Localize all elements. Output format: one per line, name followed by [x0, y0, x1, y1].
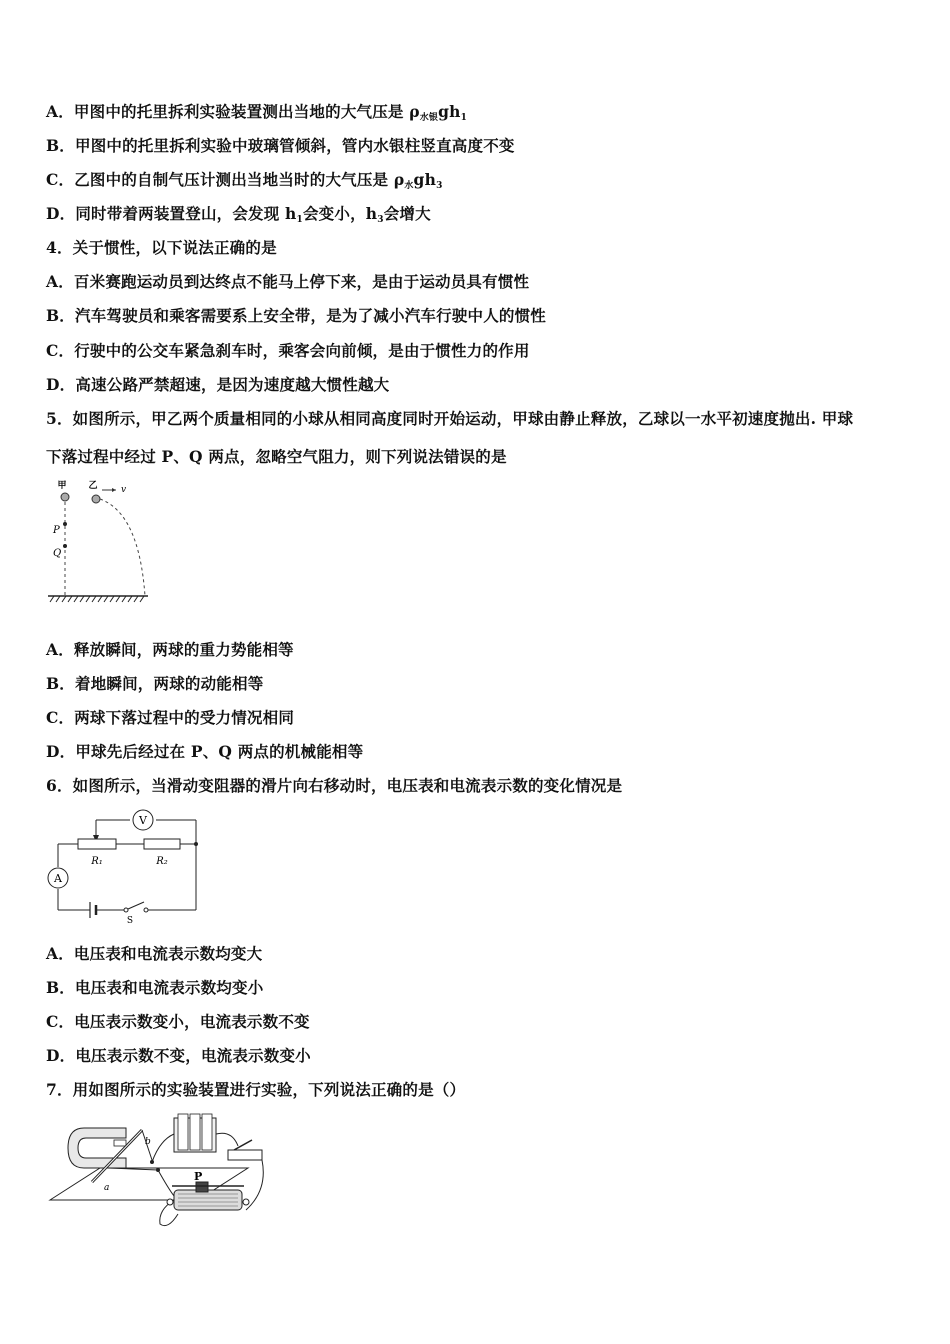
- r1-label: R₁: [91, 856, 103, 867]
- q4-stem: 4．关于惯性，以下说法正确的是: [46, 238, 277, 257]
- q4-option-d: D．高速公路严禁超速，是因为速度越大惯性越大: [46, 375, 390, 394]
- label-b: b: [145, 1137, 151, 1147]
- q7-stem: 7．用如图所示的实验装置进行实验，下列说法正确的是（）: [46, 1080, 466, 1099]
- q3-option-d: D．同时带着两装置登山，会发现 $h_1$会变小，$h_3$会增大: [46, 204, 431, 225]
- voltmeter-label: V: [139, 814, 147, 827]
- q4-option-c: C．行驶中的公交车紧急刹车时，乘客会向前倾，是由于惯性力的作用: [46, 341, 530, 360]
- q5-stem-line2: 下落过程中经过 P、Q 两点，忽略空气阻力，则下列说法错误的是: [46, 447, 507, 466]
- magnet-icon: [68, 1128, 126, 1168]
- q4-option-b: B．汽车驾驶员和乘客需要系上安全带，是为了减小汽车行驶中人的惯性: [46, 306, 547, 325]
- q6-option-b: B．电压表和电流表示数均变小: [46, 978, 264, 997]
- q5-option-a: A．释放瞬间，两球的重力势能相等: [46, 640, 294, 659]
- q6-figure-circuit: [44, 806, 204, 924]
- switch-label: S: [126, 916, 134, 924]
- ammeter-label: A: [54, 872, 62, 885]
- fig-label-v: v: [121, 485, 127, 495]
- q7-figure-apparatus: [48, 1110, 270, 1232]
- label-a: a: [104, 1183, 110, 1193]
- q5-option-b: B．着地瞬间，两球的动能相等: [46, 674, 264, 693]
- fig-label-p: P: [53, 525, 60, 536]
- fig-label-yi: 乙: [88, 481, 98, 491]
- q3-option-b: B．甲图中的托里拆利实验中玻璃管倾斜，管内水银柱竖直高度不变: [46, 136, 515, 155]
- ball-jia: [61, 493, 69, 501]
- q6-option-c: C．电压表示数变小，电流表示数不变: [46, 1012, 310, 1031]
- slider-p: [196, 1182, 208, 1192]
- switch-icon: [128, 902, 144, 909]
- label-p: P: [194, 1170, 203, 1183]
- q5-option-d: D．甲球先后经过在 P、Q 两点的机械能相等: [46, 742, 364, 761]
- q3-option-c: C．乙图中的自制气压计测出当地当时的大气压是 $\rho_水gh_3$: [46, 170, 443, 191]
- rheostat-icon: [174, 1190, 242, 1210]
- resistor-r2: [144, 839, 180, 849]
- fig-label-jia: 甲: [57, 481, 67, 491]
- q3-option-a: A．甲图中的托里拆利实验装置测出当地的大气压是 $\rho_{水银}gh_1$: [46, 102, 468, 123]
- ball-yi: [92, 495, 100, 503]
- fig-label-q: Q: [53, 548, 62, 559]
- projectile-path: [100, 499, 145, 596]
- r2-label: R₂: [156, 856, 168, 867]
- q5-option-c: C．两球下落过程中的受力情况相同: [46, 708, 295, 727]
- q6-option-a: A．电压表和电流表示数均变大: [46, 944, 263, 963]
- q6-stem: 6．如图所示，当滑动变阻器的滑片向右移动时，电压表和电流表示数的变化情况是: [46, 776, 623, 795]
- q6-option-d: D．电压表示数不变，电流表示数变小: [46, 1046, 311, 1065]
- switch-icon: [228, 1150, 262, 1160]
- q4-option-a: A．百米赛跑运动员到达终点不能马上停下来，是由于运动员具有惯性: [46, 272, 530, 291]
- resistor-r1: [78, 839, 116, 849]
- q5-stem-line1: 5．如图所示，甲乙两个质量相同的小球从相同高度同时开始运动，甲球由静止释放，乙球以一水平初速度抛出. 甲球: [46, 409, 854, 428]
- q5-figure-falling-balls: [44, 478, 156, 606]
